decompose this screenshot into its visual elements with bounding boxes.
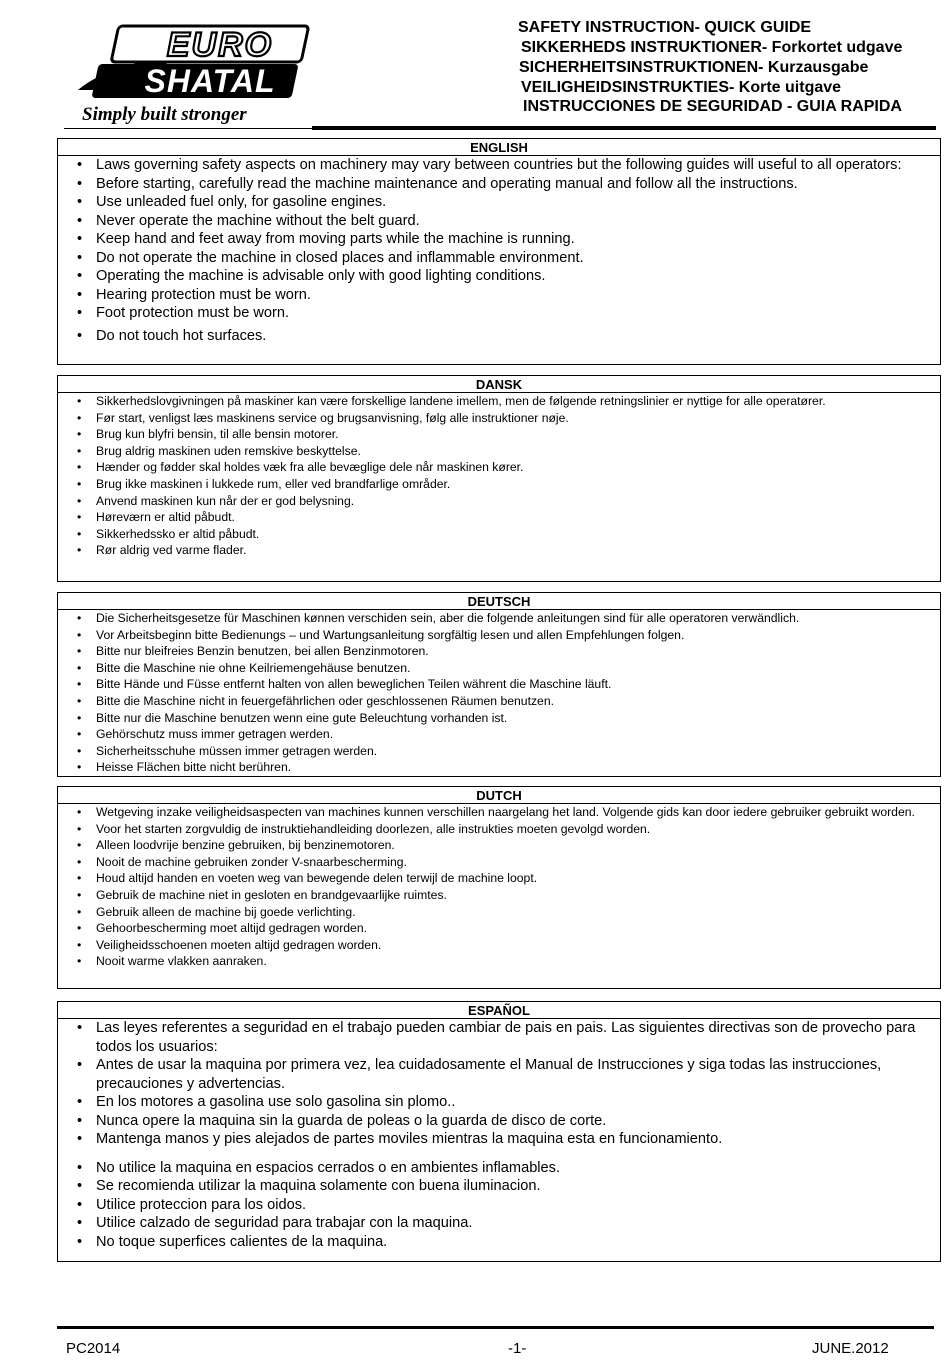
list-item: • Voor het starten zorgvuldig de instruktiehandleiding doorlezen, alle instrukties moeten gevolgd worden. — [96, 821, 940, 838]
title-german: SICHERHEITSINSTRUKTIONEN- Kurzausgabe — [519, 59, 869, 76]
footer-page-number: -1- — [508, 1340, 527, 1357]
list-item: • En los motores a gasolina use solo gasolina sin plomo.. — [96, 1093, 940, 1112]
list-item: • Utilice calzado de seguridad para trabajar con la maquina. — [96, 1214, 940, 1233]
list-item: • No toque superfices calientes de la maquina. — [96, 1233, 940, 1252]
section-heading: DANSK — [58, 376, 940, 393]
list-item: • Brug kun blyfri bensin, til alle bensin motorer. — [96, 426, 940, 443]
list-item: • Foot protection must be worn. — [96, 304, 940, 323]
list-item: • Nunca opere la maquina sin la guarda de poleas o la guarda de disco de corte. — [96, 1112, 940, 1131]
logo-tagline: Simply built stronger — [82, 104, 247, 125]
list-item: • Wetgeving inzake veiligheidsaspecten van machines kunnen verschillen naargelang het land. Volgende gids kan door iedere gebruiker gebruikt worden. — [96, 804, 940, 821]
list-item: • Do not operate the machine in closed places and inflammable environment. — [96, 249, 940, 268]
list-item: • Antes de usar la maquina por primera vez, lea cuidadosamente el Manual de Instrucciones y siga todas las instrucciones, precauciones y advertencias. — [96, 1056, 940, 1093]
list-item: • Sikkerhedslovgivningen på maskiner kan være forskellige landene imellem, men de følgende retningslinier er nyttige for alle operatører. — [96, 393, 940, 410]
list-item: • Gebruik alleen de machine bij goede verlichting. — [96, 904, 940, 921]
list-item: • No utilice la maquina en espacios cerrados o en ambientes inflamables. — [96, 1159, 940, 1178]
list-item: • Sicherheitsschuhe müssen immer getragen werden. — [96, 743, 940, 760]
list-item: • Sikkerhedssko er altid påbudt. — [96, 526, 940, 543]
list-item: • Vor Arbeitsbeginn bitte Bedienungs – und Wartungsanleitung sorgfältig lesen und allen Empfehlungen folgen. — [96, 627, 940, 644]
list-item: • Bitte nur die Maschine benutzen wenn eine gute Beleuchtung vorhanden ist. — [96, 710, 940, 727]
list-item: • Bitte nur bleifreies Benzin benutzen, bei allen Benzinmotoren. — [96, 643, 940, 660]
list-item: • Las leyes referentes a seguridad en el trabajo pueden cambiar de pais en pais. Las siguientes directivas son de provecho para todos los usuarios: — [96, 1019, 940, 1056]
section-espanol — [57, 1001, 941, 1262]
list-item: • Houd altijd handen en voeten weg van bewegende delen terwijl de machine loopt. — [96, 870, 940, 887]
header-titles — [0, 16, 950, 126]
list-item: • Høreværn er altid påbudt. — [96, 509, 940, 526]
instruction-list — [58, 1019, 940, 1251]
footer-divider — [57, 1326, 934, 1329]
footer-date: JUNE.2012 — [812, 1340, 889, 1357]
list-item: • Veiligheidsschoenen moeten altijd gedragen worden. — [96, 937, 940, 954]
list-item: • Bitte die Maschine nie ohne Keilriemengehäuse benutzen. — [96, 660, 940, 677]
list-item: • Bitte Hände und Füsse entfernt halten von allen beweglichen Teilen währent die Maschine läuft. — [96, 676, 940, 693]
instruction-list — [58, 393, 940, 559]
title-english: SAFETY INSTRUCTION- QUICK GUIDE — [518, 19, 812, 36]
section-heading: ENGLISH — [58, 139, 940, 156]
section-heading: ESPAÑOL — [58, 1002, 940, 1019]
section-deutsch — [57, 592, 941, 777]
list-item: • Før start, venligst læs maskinens service og brugsanvisning, følg alle instruktioner nøje. — [96, 410, 940, 427]
logo-shatal-text: SHATAL — [144, 63, 276, 99]
list-item: • Brug ikke maskinen i lukkede rum, eller ved brandfarlige områder. — [96, 476, 940, 493]
header-divider-thin — [64, 128, 314, 129]
list-item: • Se recomienda utilizar la maquina solamente con buena iluminacion. — [96, 1177, 940, 1196]
header-divider — [312, 126, 936, 130]
list-item: • Laws governing safety aspects on machinery may vary between countries but the following guides will useful to all operators: — [96, 156, 940, 175]
footer-model: PC2014 — [66, 1340, 121, 1357]
list-item: • Gebruik de machine niet in gesloten en brandgevaarlijke ruimtes. — [96, 887, 940, 904]
title-dutch: VEILIGHEIDSINSTRUKTIES- Korte uitgave — [521, 79, 842, 96]
title-danish: SIKKERHEDS INSTRUKTIONER- Forkortet udgave — [521, 39, 903, 56]
list-item: • Gehoorbescherming moet altijd gedragen worden. — [96, 920, 940, 937]
list-item: • Utilice proteccion para los oidos. — [96, 1196, 940, 1215]
section-heading: DEUTSCH — [58, 593, 940, 610]
list-item: • Use unleaded fuel only, for gasoline engines. — [96, 193, 940, 212]
instruction-list — [58, 804, 940, 970]
list-item: • Brug aldrig maskinen uden remskive beskyttelse. — [96, 443, 940, 460]
section-heading: DUTCH — [58, 787, 940, 804]
list-item: • Die Sicherheitsgesetze für Maschinen kønnen verschiden sein, aber die folgende anleitungen sind für alle operatoren verwändlich. — [96, 610, 940, 627]
list-item: • Nooit de machine gebruiken zonder V-snaarbescherming. — [96, 854, 940, 871]
list-item: • Nooit warme vlakken aanraken. — [96, 953, 940, 970]
section-dansk — [57, 375, 941, 582]
list-item: • Hænder og fødder skal holdes væk fra alle bevæglige dele når maskinen kører. — [96, 459, 940, 476]
list-item: • Keep hand and feet away from moving parts while the machine is running. — [96, 230, 940, 249]
list-item: • Operating the machine is advisable only with good lighting conditions. — [96, 267, 940, 286]
logo-euro-text: EURO — [166, 26, 274, 64]
list-item: • Heisse Flächen bitte nicht berühren. — [96, 759, 940, 776]
list-item: • Do not touch hot surfaces. — [96, 327, 940, 346]
list-item: • Before starting, carefully read the machine maintenance and operating manual and follow all the instructions. — [96, 175, 940, 194]
instruction-list — [58, 610, 940, 776]
list-item: • Anvend maskinen kun når der er god belysning. — [96, 493, 940, 510]
section-dutch — [57, 786, 941, 989]
list-item: • Mantenga manos y pies alejados de partes moviles mientras la maquina esta en funcionamiento. — [96, 1130, 940, 1149]
list-item: • Alleen loodvrije benzine gebruiken, bij benzinemotoren. — [96, 837, 940, 854]
list-item: • Never operate the machine without the belt guard. — [96, 212, 940, 231]
section-english — [57, 138, 941, 365]
list-item: • Bitte die Maschine nicht in feuergefährlichen oder geschlossenen Räumen benutzen. — [96, 693, 940, 710]
title-spanish: INSTRUCCIONES DE SEGURIDAD - GUIA RAPIDA — [523, 98, 902, 115]
instruction-list — [58, 156, 940, 345]
list-item: • Rør aldrig ved varme flader. — [96, 542, 940, 559]
list-item: • Gehörschutz muss immer getragen werden. — [96, 726, 940, 743]
list-item: • Hearing protection must be worn. — [96, 286, 940, 305]
